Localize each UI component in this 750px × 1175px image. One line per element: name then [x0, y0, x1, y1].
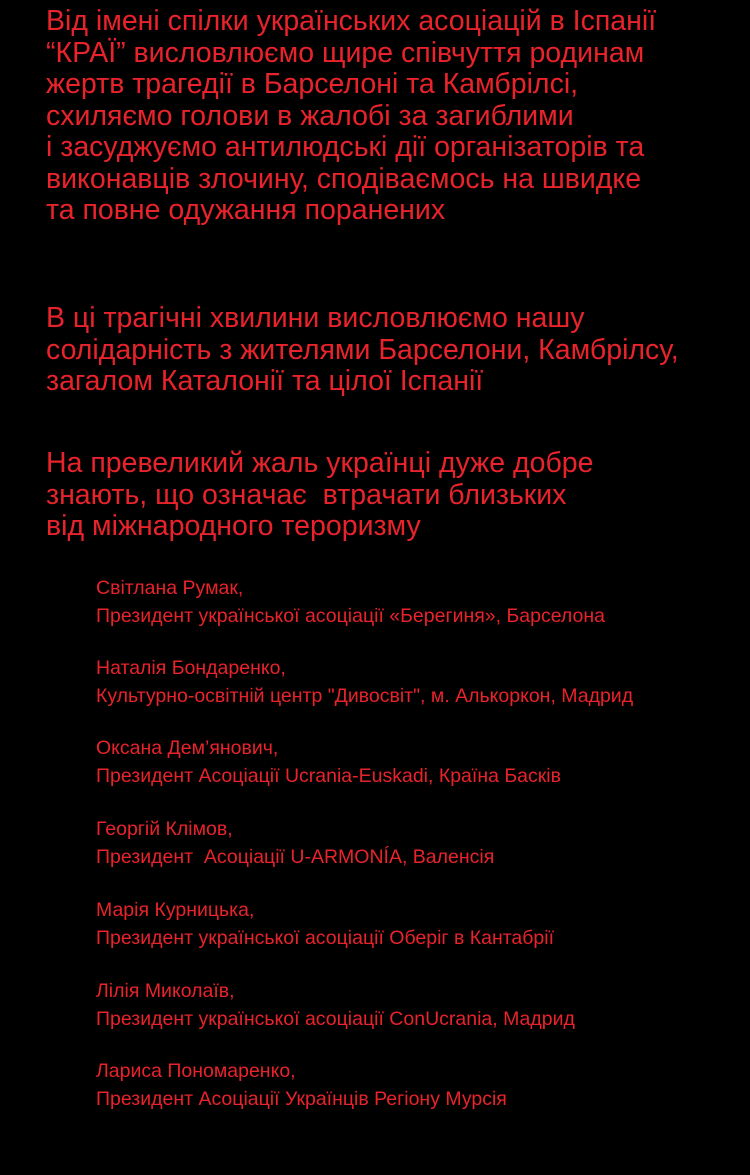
- signatory-entry: [96, 815, 494, 871]
- statement-paragraph-condolences: [46, 6, 656, 227]
- signatory-entry: [96, 574, 605, 630]
- signatory-entry: [96, 896, 554, 952]
- signatory-title: Культурно-освітній центр "Дивосвіт", м. Алькоркон, Мадрид: [96, 685, 634, 707]
- signatory-name: Марія Курницька,: [96, 899, 255, 921]
- statement-line: Від імені спілки українських асоціацій в Іспанії: [46, 5, 657, 37]
- statement-line: В ці трагічні хвилини висловлюємо нашу: [46, 302, 585, 334]
- statement-line: загалом Каталонії та цілої Іспанії: [46, 365, 484, 397]
- signatory-name: Лілія Миколаїв,: [96, 980, 235, 1002]
- signatory-name: Лариса Пономаренко,: [96, 1060, 296, 1082]
- signatory-entry: [96, 1057, 507, 1113]
- statement-line: жертв трагедії в Барселоні та Камбрілсі,: [46, 68, 579, 100]
- signatory-title: Президент української асоціації ConUcrania, Мадрид: [96, 1008, 575, 1030]
- statement-line: На превеликий жаль українці дуже добре: [46, 447, 594, 479]
- signatory-name: Оксана Дем’янович,: [96, 737, 279, 759]
- signatory-entry: [96, 734, 561, 790]
- signatory-name: Світлана Румак,: [96, 577, 244, 599]
- signatory-name: Георгій Клімов,: [96, 818, 233, 840]
- signatory-title: Президент Асоціації Українців Регіону Мурсія: [96, 1088, 507, 1110]
- signatory-title: Президент української асоціації «Берегиня», Барселона: [96, 605, 605, 627]
- statement-line: солідарність з жителями Барселони, Камбрілсу,: [46, 333, 679, 366]
- statement-paragraph-terrorism: [46, 448, 593, 543]
- statement-paragraph-solidarity: [46, 303, 679, 398]
- statement-line: і засуджуємо антилюдські дії організаторів та: [46, 131, 645, 163]
- statement-line: “КРАЇ” висловлюємо щире співчуття родинам: [46, 36, 645, 69]
- signatory-title: Президент Асоціації U-ARMONÍA, Валенсія: [96, 846, 495, 868]
- statement-line: виконавців злочину, сподіваємось на швидке: [46, 162, 642, 195]
- signatory-entry: [96, 654, 633, 710]
- signatory-name: Наталія Бондаренко,: [96, 657, 286, 679]
- statement-line: знають, що означає втрачати близьких: [46, 478, 567, 511]
- signatory-entry: [96, 977, 575, 1033]
- statement-line: та повне одужання поранених: [46, 194, 446, 226]
- signatory-title: Президент української асоціації Оберіг в Кантабрії: [96, 927, 555, 949]
- statement-line: схиляємо голови в жалобі за загиблими: [46, 99, 574, 132]
- signatory-title: Президент Асоціації Ucrania-Euskadi, Країна Басків: [96, 765, 561, 787]
- statement-line: від міжнародного тероризму: [46, 510, 421, 542]
